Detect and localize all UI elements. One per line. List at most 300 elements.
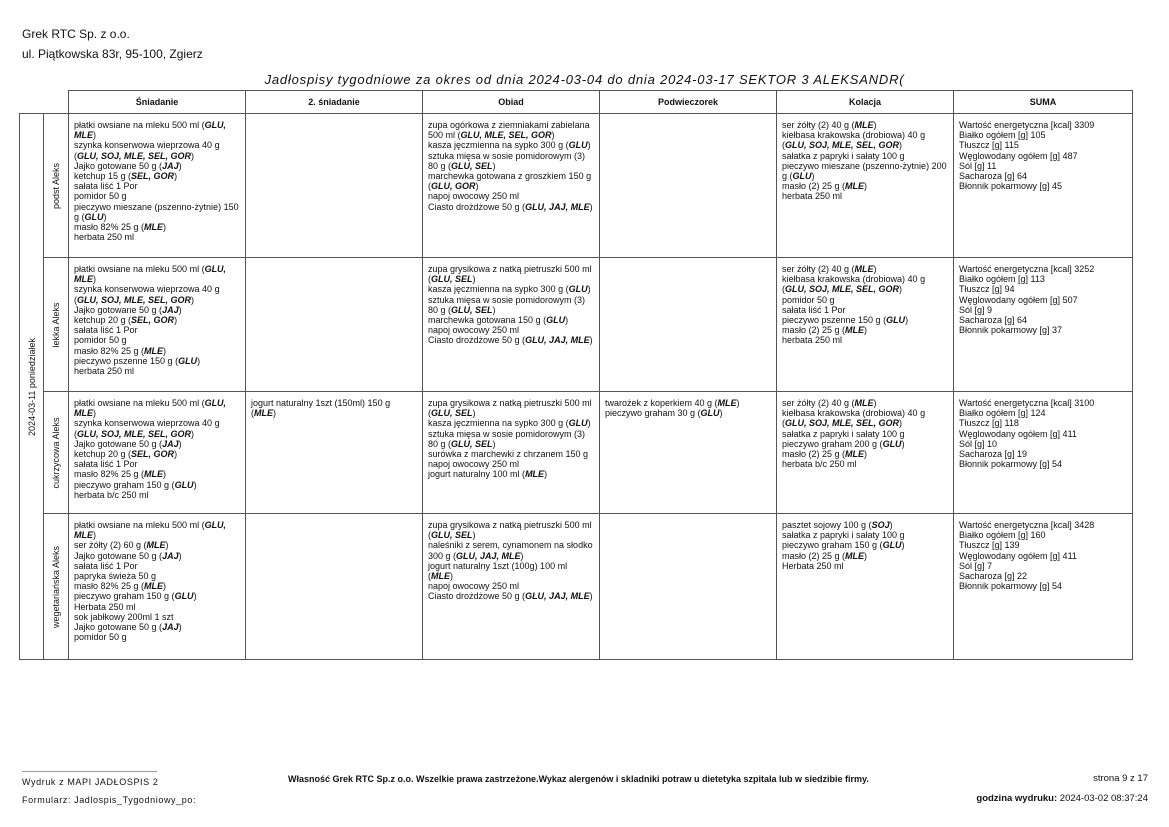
- meal-item: [428, 191, 594, 201]
- item-text: sałata liść 1 Por: [74, 560, 138, 571]
- allergen-codes: GLU, SOJ, MLE, SEL, GOR: [785, 140, 900, 151]
- cell-obiad: [423, 258, 600, 392]
- meal-item: [74, 232, 240, 242]
- meal-item: [428, 264, 594, 284]
- meal-item: [782, 315, 948, 325]
- allergen-codes: MLE: [845, 181, 865, 192]
- item-text-close: ): [589, 201, 593, 212]
- item-text-close: ): [93, 530, 96, 541]
- meal-item: [74, 398, 240, 418]
- meal-item: [782, 151, 948, 161]
- diet-name: podst Aleks: [51, 162, 61, 209]
- item-text: pomidor 50 g: [74, 335, 127, 346]
- item-text-close: ): [174, 315, 178, 326]
- meal-item: [74, 551, 240, 561]
- item-text-close: ): [178, 622, 182, 633]
- allergen-codes: GLU, GOR: [431, 181, 476, 192]
- meal-item: [782, 335, 948, 345]
- allergen-codes: GLU: [568, 140, 588, 151]
- meal-item: [74, 612, 240, 622]
- allergen-codes: GLU: [568, 418, 588, 429]
- item-text: ketchup 20 g (: [74, 449, 132, 460]
- nutrition-item: [959, 171, 1127, 181]
- cell-2-sniadanie: [246, 514, 423, 660]
- meal-item: [428, 202, 594, 212]
- item-text: Sacharoza [g] 64: [959, 171, 1028, 182]
- item-text: pomidor 50 g: [74, 191, 127, 202]
- item-text: Jajko gotowane 50 g (: [74, 160, 163, 171]
- cell-kolacja: [777, 392, 954, 514]
- document-title: Jadłospisy tygodniowe za okres od dnia 2024-03-04 do dnia 2024-03-17 SEKTOR 3 ALEKSANDR(: [264, 72, 905, 87]
- col-header-obiad: Obiad: [423, 91, 600, 114]
- meal-item: [74, 315, 240, 325]
- item-text: herbata 250 ml: [74, 366, 135, 377]
- nutrition-item: [959, 459, 1127, 469]
- item-text: sztuka mięsa w sosie pomidorowym (3) 80 g (: [428, 428, 586, 449]
- item-text: marchewka gotowana z groszkiem 150 g (: [428, 171, 592, 192]
- item-text: Węglowodany ogółem [g] 411: [959, 428, 1077, 439]
- meal-item: [74, 561, 240, 571]
- nutrition-item: [959, 429, 1127, 439]
- nutrition-item: [959, 418, 1127, 428]
- meal-item: [74, 418, 240, 438]
- item-text: Błonnik pokarmowy [g] 37: [959, 325, 1063, 336]
- item-text: Błonnik pokarmowy [g] 45: [959, 181, 1063, 192]
- item-text: sałatka z papryki i sałaty 100 g: [782, 428, 905, 439]
- item-text: Ciasto drożdżowe 50 g (: [428, 201, 526, 212]
- item-text: Wartość energetyczna [kcal] 3309: [959, 120, 1095, 130]
- item-text: kiełbasa krakowska (drobiowa) 40 g (: [782, 408, 926, 429]
- meal-item: [605, 398, 771, 408]
- header-corner: [20, 91, 69, 114]
- item-text: naleśniki z serem, cynamonem na słodko 300 g (: [428, 540, 593, 561]
- item-text-close: ): [193, 479, 197, 490]
- item-text-close: ): [174, 449, 178, 460]
- cell-podwieczorek: [600, 258, 777, 392]
- item-text-close: ): [901, 540, 905, 551]
- item-text: Sacharoza [g] 64: [959, 315, 1028, 326]
- item-text-close: ): [178, 438, 182, 449]
- item-text: sałatka z papryki i sałaty 100 g: [782, 150, 905, 161]
- meal-item: [74, 191, 240, 201]
- item-text-close: ): [492, 304, 496, 315]
- item-text: zupa ogórkowa z ziemniakami zabielana 500 ml (: [428, 120, 590, 141]
- meal-item: [74, 439, 240, 449]
- table-row: [20, 114, 1133, 258]
- nutrition-item: [959, 449, 1127, 459]
- item-text: pieczywo mieszane (pszenno-żytnie) 200 g (: [782, 160, 947, 182]
- allergen-codes: MLE: [144, 581, 164, 592]
- cell-kolacja: [777, 514, 954, 660]
- cell-sniadanie: [69, 258, 246, 392]
- item-text: sok jabłkowy 200ml 1 szt: [74, 611, 174, 622]
- item-text-close: ): [475, 181, 479, 192]
- meal-item: [782, 439, 948, 449]
- nutrition-item: [959, 140, 1127, 150]
- allergen-codes: SEL, GOR: [131, 171, 175, 182]
- cell-2-sniadanie: [246, 392, 423, 514]
- item-text-close: ): [197, 355, 201, 366]
- allergen-codes: JAJ: [162, 438, 179, 449]
- item-text-close: ): [589, 335, 593, 346]
- item-text-close: ): [587, 418, 591, 429]
- table-row: [20, 392, 1133, 514]
- item-text: masło (2) 25 g (: [782, 449, 846, 460]
- cell-sniadanie: [69, 514, 246, 660]
- meal-item: [782, 191, 948, 201]
- nutrition-item: [959, 295, 1127, 305]
- meal-item: [251, 398, 417, 418]
- item-text: sałata liść 1 Por: [74, 181, 138, 192]
- meal-item: [74, 325, 240, 335]
- allergen-codes: MLE: [144, 222, 164, 233]
- item-text-close: ): [889, 520, 893, 530]
- item-text: Tłuszcz [g] 115: [959, 140, 1019, 151]
- meal-item: [782, 561, 948, 571]
- item-text-close: ): [873, 398, 877, 408]
- meal-item: [428, 120, 594, 140]
- meal-item: [428, 459, 594, 469]
- item-text: Białko ogółem [g] 105: [959, 130, 1046, 141]
- item-text-close: ): [492, 160, 496, 171]
- cell-obiad: [423, 514, 600, 660]
- date-label: 2024-03-11 poniedziałek: [26, 337, 37, 436]
- allergen-codes: GLU: [886, 315, 906, 326]
- nutrition-item: [959, 120, 1127, 130]
- copyright-note: Własność Grek RTC Sp.z o.o. Wszelkie prawa zastrzeżone.Wykaz alergenów i skladniki potraw u dietetyka szpitala lub w siedzibie firmy.: [288, 774, 869, 784]
- item-text: napoj owocowy 250 ml: [428, 581, 520, 592]
- item-text-close: ): [191, 294, 195, 305]
- meal-item: [74, 356, 240, 366]
- cell-suma: [954, 514, 1133, 660]
- meal-item: [74, 540, 240, 550]
- item-text: sałata liść 1 Por: [74, 325, 138, 336]
- allergen-codes: MLE: [431, 571, 450, 582]
- diet-name: lekka Aleks: [51, 301, 61, 348]
- allergen-codes: GLU, SEL: [431, 408, 473, 419]
- allergen-codes: JAJ: [162, 622, 179, 633]
- nutrition-item: [959, 130, 1127, 140]
- print-source: Wydruk z MAPI JADŁOSPIS 2: [22, 777, 159, 787]
- meal-item: [428, 561, 594, 581]
- meal-item: [782, 305, 948, 315]
- item-text: Wartość energetyczna [kcal] 3100: [959, 398, 1095, 408]
- item-text: masło (2) 25 g (: [782, 325, 846, 336]
- item-text: szynka konserwowa wieprzowa 40 g (: [74, 284, 220, 305]
- nutrition-item: [959, 551, 1127, 561]
- item-text: płatki owsiane na mleku 500 ml (: [74, 264, 205, 274]
- allergen-codes: GLU: [568, 284, 588, 295]
- meal-item: [428, 469, 594, 479]
- meal-item: [782, 530, 948, 540]
- meal-item: [782, 429, 948, 439]
- nutrition-item: [959, 151, 1127, 161]
- meal-item: [74, 571, 240, 581]
- meal-item: [74, 469, 240, 479]
- meal-item: [74, 202, 240, 222]
- allergen-codes: GLU, JAJ, MLE: [456, 550, 521, 561]
- item-text: masło (2) 25 g (: [782, 550, 846, 561]
- item-text: szynka konserwowa wieprzowa 40 g (: [74, 140, 220, 161]
- allergen-codes: GLU: [792, 171, 812, 182]
- meal-item: [782, 181, 948, 191]
- cell-kolacja: [777, 114, 954, 258]
- meal-item: [782, 264, 948, 274]
- allergen-codes: GLU: [178, 355, 198, 366]
- item-text: Sól [g] 9: [959, 304, 993, 315]
- item-text-close: ): [163, 222, 167, 233]
- print-time-value: 2024-03-02 08:37:24: [1059, 793, 1148, 804]
- company-address: ul. Piątkowska 83r, 95-100, Zgierz: [22, 47, 203, 61]
- col-header-kolacja: Kolacja: [777, 91, 954, 114]
- date-cell: [20, 114, 44, 660]
- item-text-close: ): [163, 345, 167, 356]
- footer-divider: [22, 771, 157, 772]
- item-text-close: ): [864, 181, 868, 192]
- item-text-close: ): [811, 171, 815, 182]
- cell-2-sniadanie: [246, 114, 423, 258]
- allergen-codes: GLU, MLE: [74, 398, 227, 419]
- item-text-close: ): [163, 581, 167, 592]
- meal-item: [782, 551, 948, 561]
- nutrition-item: [959, 325, 1127, 335]
- meal-item: [782, 295, 948, 305]
- table-row: [20, 514, 1133, 660]
- allergen-codes: GLU, JAJ, MLE: [525, 201, 590, 212]
- item-text: pieczywo graham 150 g (: [74, 479, 175, 490]
- item-text: Sól [g] 11: [959, 160, 997, 171]
- item-text: masło 82% 25 g (: [74, 345, 145, 356]
- meal-item: [74, 264, 240, 284]
- meal-item: [74, 622, 240, 632]
- nutrition-item: [959, 181, 1127, 191]
- meal-item: [74, 366, 240, 376]
- item-text: Sacharoza [g] 22: [959, 571, 1028, 582]
- allergen-codes: GLU, MLE: [74, 520, 227, 541]
- diet-cell: [44, 514, 69, 660]
- nutrition-item: [959, 284, 1127, 294]
- form-name: Formularz: Jadlospis_Tygodniowy_po:: [22, 795, 197, 805]
- meal-item: [782, 408, 948, 428]
- item-text: sałatka z papryki i sałaty 100 g: [782, 530, 905, 541]
- item-text: Ciasto drożdżowe 50 g (: [428, 335, 526, 346]
- item-text: Herbata 250 ml: [74, 601, 136, 612]
- footer-left: [22, 773, 196, 809]
- allergen-codes: SEL, GOR: [131, 315, 175, 326]
- item-text-close: ): [174, 171, 178, 182]
- item-text: jogurt naturalny 1szt (100g) 100 ml (: [428, 560, 568, 582]
- item-text: płatki owsiane na mleku 500 ml (: [74, 398, 205, 408]
- allergen-codes: MLE: [845, 550, 865, 561]
- allergen-codes: GLU, SOJ, MLE, SEL, GOR: [77, 428, 192, 439]
- nutrition-item: [959, 274, 1127, 284]
- nutrition-item: [959, 264, 1127, 274]
- allergen-codes: GLU, MLE: [74, 264, 227, 285]
- meal-item: [428, 335, 594, 345]
- meal-item: [74, 480, 240, 490]
- item-text: papryka świeża 50 g: [74, 571, 157, 582]
- allergen-codes: GLU, SEL: [431, 274, 473, 285]
- col-header-suma: SUMA: [954, 91, 1133, 114]
- item-text: masło 82% 25 g (: [74, 222, 145, 233]
- meal-item: [74, 581, 240, 591]
- item-text: kasza jęczmienna na sypko 300 g (: [428, 418, 569, 429]
- allergen-codes: GLU, MLE: [74, 120, 227, 141]
- item-text: pomidor 50 g: [74, 632, 127, 643]
- item-text-close: ): [103, 211, 107, 222]
- item-text: płatki owsiane na mleku 500 ml (: [74, 120, 205, 130]
- item-text-close: ): [864, 325, 868, 336]
- meal-item: [428, 429, 594, 449]
- item-text-close: ): [191, 150, 195, 161]
- item-text: zupa grysikowa z natką pietruszki 500 ml (: [428, 520, 592, 541]
- allergen-codes: GLU: [882, 540, 902, 551]
- meal-item: [428, 520, 594, 540]
- item-text: ketchup 20 g (: [74, 315, 132, 326]
- item-text: sałata liść 1 Por: [782, 304, 846, 315]
- item-text: ser żółty (2) 40 g (: [782, 398, 855, 408]
- item-text-close: ): [273, 408, 276, 419]
- item-text: masło 82% 25 g (: [74, 581, 145, 592]
- meal-item: [74, 171, 240, 181]
- item-text: Sól [g] 7: [959, 560, 993, 571]
- item-text: Tłuszcz [g] 118: [959, 418, 1019, 429]
- meal-item: [782, 459, 948, 469]
- item-text: ser żółty (2) 60 g (: [74, 540, 147, 551]
- item-text-close: ): [492, 438, 496, 449]
- meal-item: [428, 418, 594, 428]
- allergen-codes: MLE: [144, 469, 164, 480]
- allergen-codes: MLE: [854, 264, 874, 274]
- item-text-close: ): [864, 550, 868, 561]
- allergen-codes: GLU, SEL: [451, 438, 493, 449]
- item-text: Błonnik pokarmowy [g] 54: [959, 459, 1063, 470]
- item-text-close: ): [589, 591, 593, 602]
- diet-cell: [44, 258, 69, 392]
- item-text: zupa grysikowa z natką pietruszki 500 ml (: [428, 264, 592, 285]
- item-text: pieczywo pszenne 150 g (: [782, 315, 887, 326]
- item-text-close: ): [93, 408, 96, 419]
- item-text: zupa grysikowa z natką pietruszki 500 ml (: [428, 398, 592, 419]
- meal-item: [428, 581, 594, 591]
- allergen-codes: JAJ: [162, 160, 179, 171]
- allergen-codes: MLE: [144, 345, 164, 356]
- item-text: Wartość energetyczna [kcal] 3428: [959, 520, 1095, 530]
- item-text: herbata 250 ml: [782, 335, 843, 346]
- cell-sniadanie: [69, 392, 246, 514]
- nutrition-item: [959, 530, 1127, 540]
- meal-item: [74, 520, 240, 540]
- company-block: [22, 24, 203, 64]
- item-text: Białko ogółem [g] 160: [959, 530, 1046, 541]
- allergen-codes: GLU, SOJ, MLE, SEL, GOR: [77, 150, 192, 161]
- item-text-close: ): [520, 550, 524, 561]
- allergen-codes: MLE: [845, 449, 865, 460]
- diet-cell: [44, 392, 69, 514]
- item-text: napoj owocowy 250 ml: [428, 191, 520, 202]
- item-text-close: ): [472, 530, 476, 541]
- meal-item: [74, 346, 240, 356]
- print-time: [976, 793, 1148, 804]
- item-text: ser żółty (2) 40 g (: [782, 120, 855, 130]
- allergen-codes: GLU, SOJ, MLE, SEL, GOR: [77, 294, 192, 305]
- meal-item: [428, 325, 594, 335]
- allergen-codes: GLU: [700, 408, 720, 419]
- item-text: ketchup 15 g (: [74, 171, 132, 182]
- meal-item: [428, 284, 594, 294]
- item-text: pieczywo graham 150 g (: [782, 540, 883, 551]
- item-text: pieczywo graham 30 g (: [605, 408, 701, 419]
- item-text-close: ): [93, 274, 96, 285]
- cell-2-sniadanie: [246, 258, 423, 392]
- item-text: sztuka mięsa w sosie pomidorowym (3) 80 g (: [428, 294, 586, 315]
- allergen-codes: MLE: [717, 398, 737, 408]
- col-header-sniadanie: Śniadanie: [69, 91, 246, 114]
- cell-podwieczorek: [600, 392, 777, 514]
- nutrition-item: [959, 161, 1127, 171]
- item-text-close: ): [899, 140, 903, 151]
- allergen-codes: GLU, SOJ, MLE, SEL, GOR: [785, 418, 900, 429]
- item-text: pieczywo graham 200 g (: [782, 438, 883, 449]
- meal-item: [782, 520, 948, 530]
- item-text-close: ): [191, 428, 195, 439]
- item-text-close: ): [899, 418, 903, 429]
- item-text: kiełbasa krakowska (drobiowa) 40 g (: [782, 274, 926, 295]
- meal-item: [74, 335, 240, 345]
- meal-item: [74, 632, 240, 642]
- meal-item: [74, 120, 240, 140]
- cell-obiad: [423, 114, 600, 258]
- item-text: pieczywo graham 150 g (: [74, 591, 175, 602]
- item-text: Jajko gotowane 50 g (: [74, 438, 163, 449]
- item-text: płatki owsiane na mleku 500 ml (: [74, 520, 205, 530]
- meal-item: [782, 161, 948, 181]
- item-text-close: ): [472, 408, 476, 419]
- meal-item: [782, 540, 948, 550]
- item-text-close: ): [905, 315, 909, 326]
- nutrition-item: [959, 581, 1127, 591]
- cell-podwieczorek: [600, 514, 777, 660]
- item-text-close: ): [544, 469, 548, 480]
- meal-item: [428, 398, 594, 418]
- diet-name: wegetariańska Aleks: [51, 545, 61, 628]
- allergen-codes: SEL, GOR: [131, 449, 175, 460]
- item-text: Białko ogółem [g] 113: [959, 274, 1045, 285]
- item-text-close: ): [736, 398, 740, 408]
- item-text: napoj owocowy 250 ml: [428, 459, 520, 470]
- meal-item: [428, 151, 594, 171]
- allergen-codes: GLU: [174, 479, 194, 490]
- allergen-codes: JAJ: [162, 550, 179, 561]
- item-text: jogurt naturalny 1szt (150ml) 150 g (: [251, 398, 391, 419]
- allergen-codes: MLE: [146, 540, 166, 551]
- allergen-codes: GLU, SEL: [451, 160, 493, 171]
- meal-item: [74, 222, 240, 232]
- allergen-codes: JAJ: [162, 304, 179, 315]
- item-text-close: ): [178, 160, 182, 171]
- allergen-codes: MLE: [525, 469, 545, 480]
- item-text: kiełbasa krakowska (drobiowa) 40 g (: [782, 130, 926, 151]
- header-row: [20, 91, 1133, 114]
- meal-item: [782, 120, 948, 130]
- allergen-codes: MLE: [845, 325, 865, 336]
- allergen-codes: MLE: [854, 398, 874, 408]
- nutrition-item: [959, 561, 1127, 571]
- meal-item: [782, 449, 948, 459]
- item-text: ser żółty (2) 40 g (: [782, 264, 855, 274]
- cell-suma: [954, 258, 1133, 392]
- cell-suma: [954, 392, 1133, 514]
